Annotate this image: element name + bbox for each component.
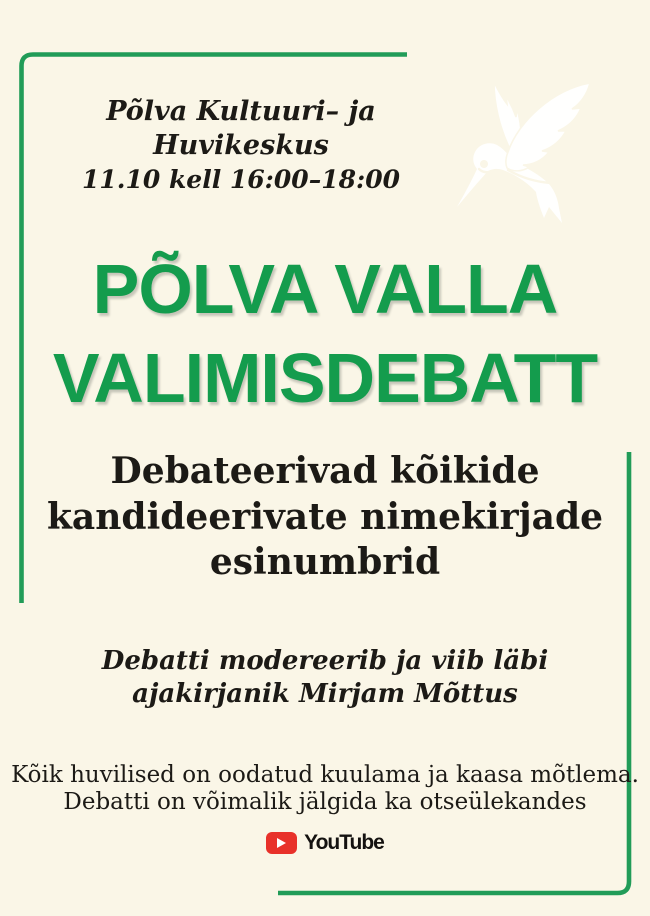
header-block: [18, 95, 464, 197]
subtitle-line-2: kandideerivate nimekirjade: [46, 495, 604, 538]
play-triangle-icon: [277, 838, 286, 848]
subtitle-block: [0, 449, 650, 586]
moderator-line-2: ajakirjanik Mirjam Mõttus: [132, 679, 518, 709]
hummingbird-icon: [451, 70, 603, 230]
moderator-line-1: Debatti modereerib ja viib läbi: [101, 646, 549, 676]
info-line-2: Debatti on võimalik jälgida ka otseülekandes: [63, 789, 587, 815]
title-line-1: PÕLVA VALLA: [92, 250, 558, 328]
title-line-2: VALIMISDEBATT: [52, 339, 598, 417]
youtube-play-icon: [266, 832, 297, 854]
moderator-block: [0, 645, 650, 711]
youtube-logo: [0, 831, 650, 855]
venue-name: Põlva Kultuuri– ja Huvikeskus: [106, 96, 376, 161]
subtitle-line-3: esinumbrid: [209, 541, 441, 583]
subtitle-line-1: Debateerivad kõikide: [110, 450, 540, 492]
youtube-wordmark: YouTube: [304, 831, 384, 854]
info-block: [0, 762, 650, 816]
event-datetime: 11.10 kell 16:00–18:00: [81, 165, 401, 194]
poster-title: [0, 245, 650, 423]
info-line-1: Kõik huvilised on oodatud kuulama ja kaasa mõtlema.: [11, 762, 639, 788]
